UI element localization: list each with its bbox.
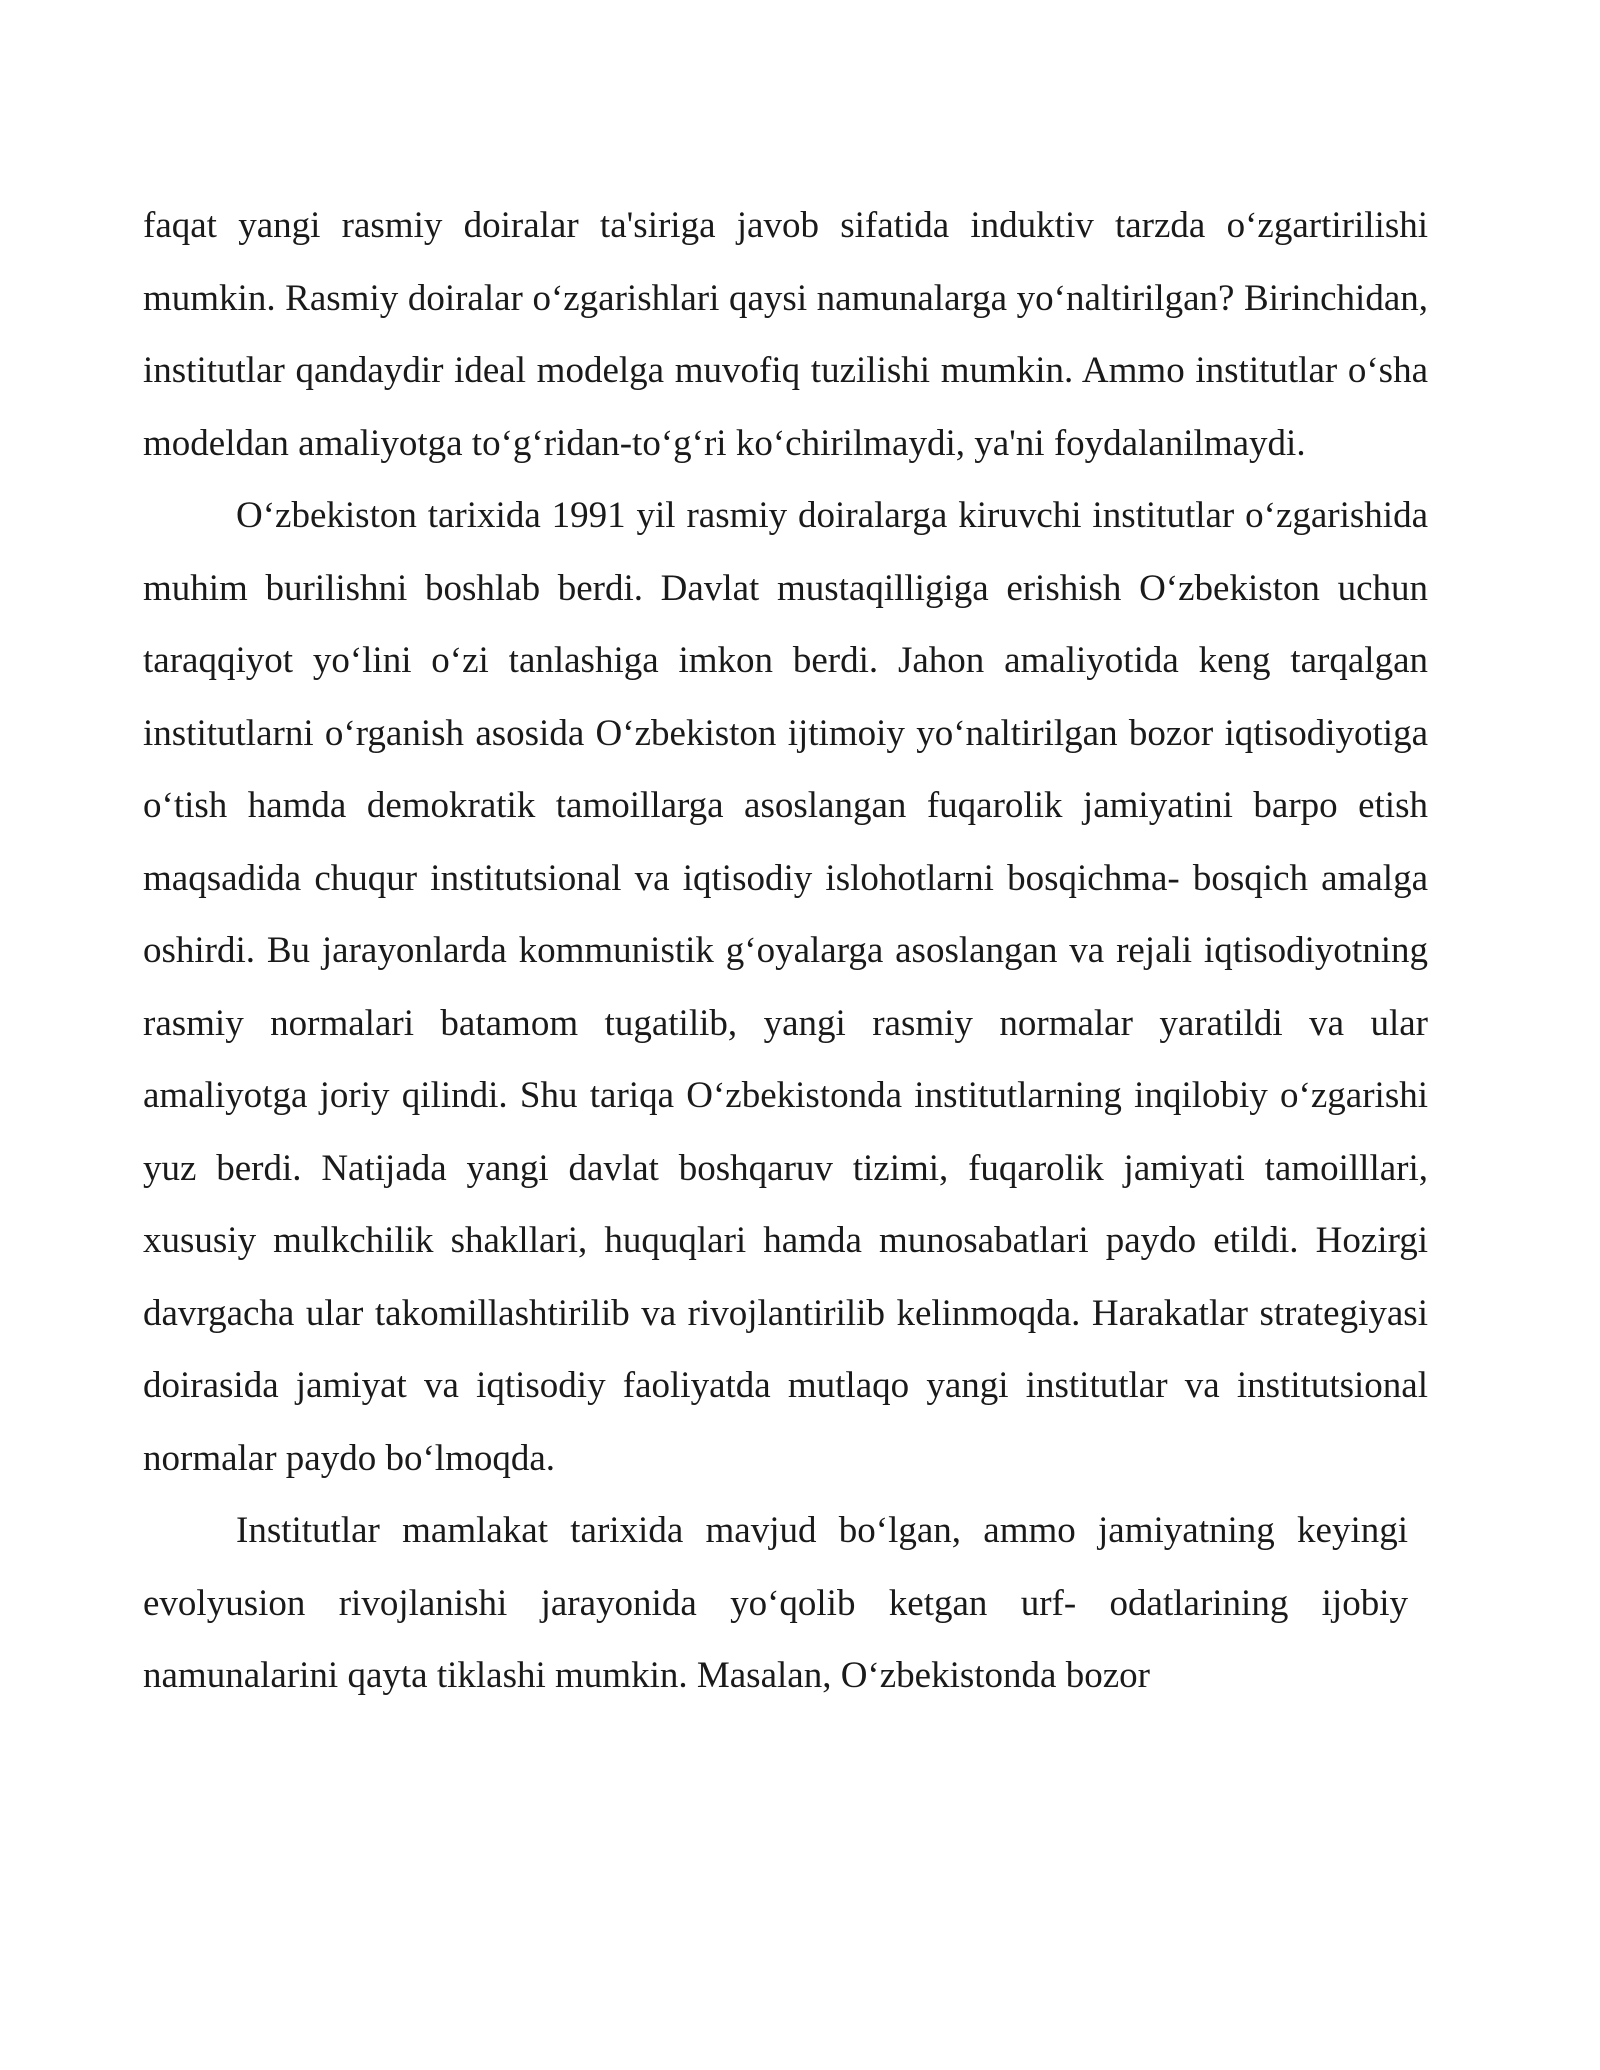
paragraph-continuation: faqat yangi rasmiy doiralar ta'siriga javob sifatida induktiv tarzda o‘zgartirilishi mumkin. Rasmiy doiralar o‘zgarishlari qaysi namunalarga yo‘naltirilgan? Birinchidan, institutlar qandaydir ideal modelga muvofiq tuzilishi mumkin. Ammo institutlar o‘sha modeldan amaliyotga to‘g‘ridan-to‘g‘ri ko‘chirilmaydi, ya'ni foydalanilmaydi.	[143, 205, 1428, 464]
document-body	[143, 190, 1428, 1713]
paragraph-uzbekistan-1991: O‘zbekiston tarixida 1991 yil rasmiy doiralarga kiruvchi institutlar o‘zgarishida muhim burilishni boshlab berdi. Davlat mustaqilligiga erishish O‘zbekiston uchun taraqqiyot yo‘lini o‘zi tanlashiga imkon berdi. Jahon amaliyotida keng tarqalgan institutlarni o‘rganish asosida O‘zbekiston ijtimoiy yo‘naltirilgan bozor iqtisodiyotiga o‘tish hamda demokratik tamoillarga asoslangan fuqarolik jamiyatini barpo etish maqsadida chuqur institutsional va iqtisodiy islohotlarni bosqichma- bosqich amalga oshirdi. Bu jarayonlarda kommunistik g‘oyalarga asoslangan va rejali iqtisodiyotning rasmiy normalari batamom tugatilib, yangi rasmiy normalar yaratildi va ular amaliyotga joriy qilindi. Shu tariqa O‘zbekistonda institutlarning inqilobiy o‘zgarishi yuz berdi. Natijada yangi davlat boshqaruv tizimi, fuqarolik jamiyati tamoilllari, xususiy mulkchilik shakllari, huquqlari hamda munosabatlari paydo etildi. Hozirgi davrgacha ular takomillashtirilib va rivojlantirilib kelinmoqda. Harakatlar strategiyasi doirasida jamiyat va iqtisodiy faoliyatda mutlaqo yangi institutlar va institutsional normalar paydo bo‘lmoqda.	[143, 495, 1428, 1479]
paragraph-institutions-traditions: Institutlar mamlakat tarixida mavjud bo‘lgan, ammo jamiyatning keyingi evolyusion rivojlanishi jarayonida yo‘qolib ketgan urf- odatlarining ijobiy namunalarini qayta tiklashi mumkin. Masalan, O‘zbekistonda bozor	[143, 1510, 1408, 1696]
